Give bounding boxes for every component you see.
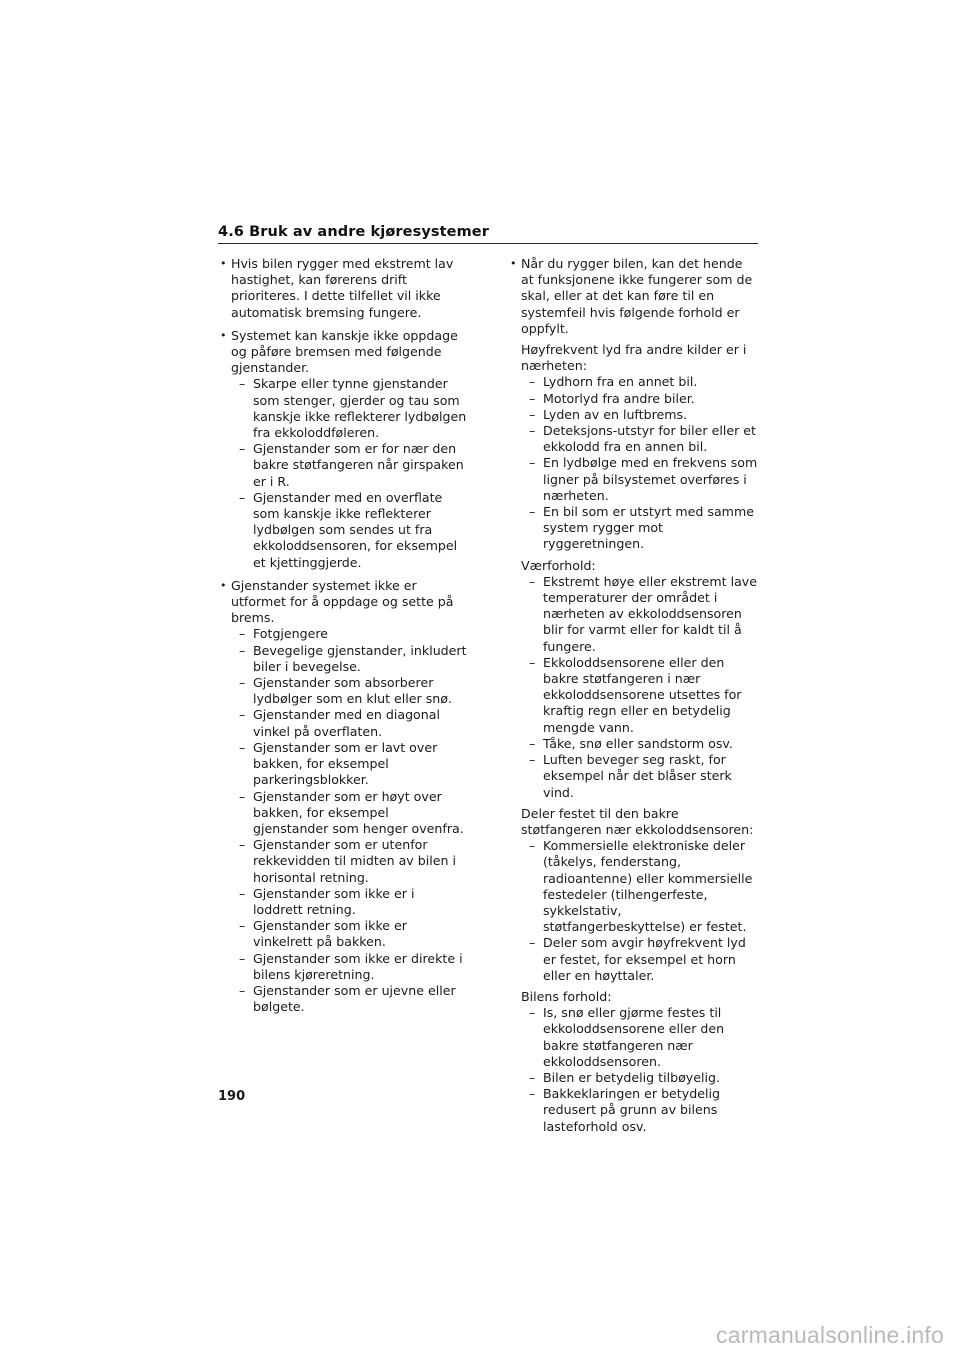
sub-item: – Luften beveger seg raskt, for eksempel når det blåser sterk vind. (526, 752, 758, 801)
sub-item: – Gjenstander med en overflate som kanskje ikke reflekterer lydbølgen som sendes ut fra ekkoloddsensoren, for eksempel et kjettinggjerde. (236, 490, 468, 571)
sub-item: – Tåke, snø eller sandstorm osv. (526, 736, 758, 752)
sub-item: – Deteksjons-utstyr for biler eller et ekkolodd fra en annen bil. (526, 423, 758, 455)
sub-item: – Is, snø eller gjørme festes til ekkoloddsensorene eller den bakre støtfangeren nær ekkoloddsensoren. (526, 1005, 758, 1070)
bullet-text: • Hvis bilen rygger med ekstremt lav hastighet, kan førerens drift prioriteres. I dette tilfellet vil ikke automatisk bremsing fungere. (231, 256, 454, 320)
left-column (218, 256, 468, 1022)
right-column (508, 256, 758, 1142)
sub-item: – Lyden av en luftbrems. (526, 407, 758, 423)
sub-item: – Gjenstander som er ujevne eller bølgete. (236, 983, 468, 1015)
sub-item: – Motorlyd fra andre biler. (526, 391, 758, 407)
sub-item: – Deler som avgir høyfrekvent lyd er festet, for eksempel et horn eller en høyttaler. (526, 935, 758, 984)
bullet-item (218, 328, 468, 571)
sub-item: – Bevegelige gjenstander, inkludert biler i bevegelse. (236, 643, 468, 675)
header-divider (218, 243, 758, 244)
sub-item: – En lydbølge med en frekvens som ligner på bilsystemet overføres i nærheten. (526, 455, 758, 504)
sub-item: – Bakkeklaringen er betydelig redusert på grunn av bilens lasteforhold osv. (526, 1086, 758, 1135)
sub-item: – En bil som er utstyrt med samme system rygger mot ryggeretningen. (526, 504, 758, 553)
sub-item: – Lydhorn fra en annet bil. (526, 374, 758, 390)
sub-item: – Gjenstander som er utenfor rekkevidden til midten av bilen i horisontal retning. (236, 837, 468, 886)
group-title: Bilens forhold: (521, 988, 612, 1004)
sub-item: – Skarpe eller tynne gjenstander som stenger, gjerder og tau som kanskje ikke reflekterer lydbølgen fra ekkoloddføleren. (236, 376, 468, 441)
bullet-item (218, 578, 468, 1015)
sub-item: – Gjenstander som ikke er direkte i bilens kjøreretning. (236, 951, 468, 983)
bullet-text: • Gjenstander systemet ikke er utformet for å oppdage og sette på brems. (231, 577, 454, 626)
page-number: 190 (218, 1089, 246, 1104)
sub-item: – Gjenstander som er lavt over bakken, for eksempel parkeringsblokker. (236, 740, 468, 789)
sub-item: – Gjenstander med en diagonal vinkel på overflaten. (236, 707, 468, 739)
sub-item: – Gjenstander som er høyt over bakken, for eksempel gjenstander som henger ovenfra. (236, 789, 468, 838)
sub-item: – Ekkoloddsensorene eller den bakre støtfangeren i nær ekkoloddsensorene utsettes for kraftig regn eller en betydelig mengde vann. (526, 655, 758, 736)
sub-item: – Kommersielle elektroniske deler (tåkelys, fenderstang, radioantenne) eller kommersielle festedeler (tilhengerfeste, sykkelstativ, støtfangerbeskyttelse) er festet. (526, 838, 758, 935)
group-title: Høyfrekvent lyd fra andre kilder er i nærheten: (521, 342, 747, 374)
sub-item: – Bilen er betydelig tilbøyelig. (526, 1070, 758, 1086)
bullet-text: • Når du rygger bilen, kan det hende at funksjonene ikke fungerer som de skal, eller at det kan føre til en systemfeil hvis følgende forhold er oppfylt. (521, 256, 753, 336)
group-title: Værforhold: (521, 557, 596, 573)
bullet-text: • Systemet kan kanskje ikke oppdage og påføre bremsen med følgende gjenstander. (231, 327, 458, 376)
section-title: 4.6 Bruk av andre kjøresystemer (218, 224, 489, 240)
group-title: Deler festet til den bakre støtfangeren nær ekkoloddsensoren: (521, 805, 754, 837)
watermark: carmanualsonline.info (716, 1322, 944, 1348)
bullet-item (218, 256, 468, 321)
sub-item: – Fotgjengere (236, 626, 468, 642)
sub-item: – Gjenstander som er for nær den bakre støtfangeren når girspaken er i R. (236, 441, 468, 490)
sub-item: – Gjenstander som ikke er vinkelrett på bakken. (236, 918, 468, 950)
sub-item: – Gjenstander som ikke er i loddrett retning. (236, 886, 468, 918)
bullet-item (508, 256, 758, 1135)
sub-item: – Gjenstander som absorberer lydbølger som en klut eller snø. (236, 675, 468, 707)
sub-item: – Ekstremt høye eller ekstremt lave temperaturer der området i nærheten av ekkoloddsensoren blir for varmt eller for kaldt til å fungere. (526, 574, 758, 655)
